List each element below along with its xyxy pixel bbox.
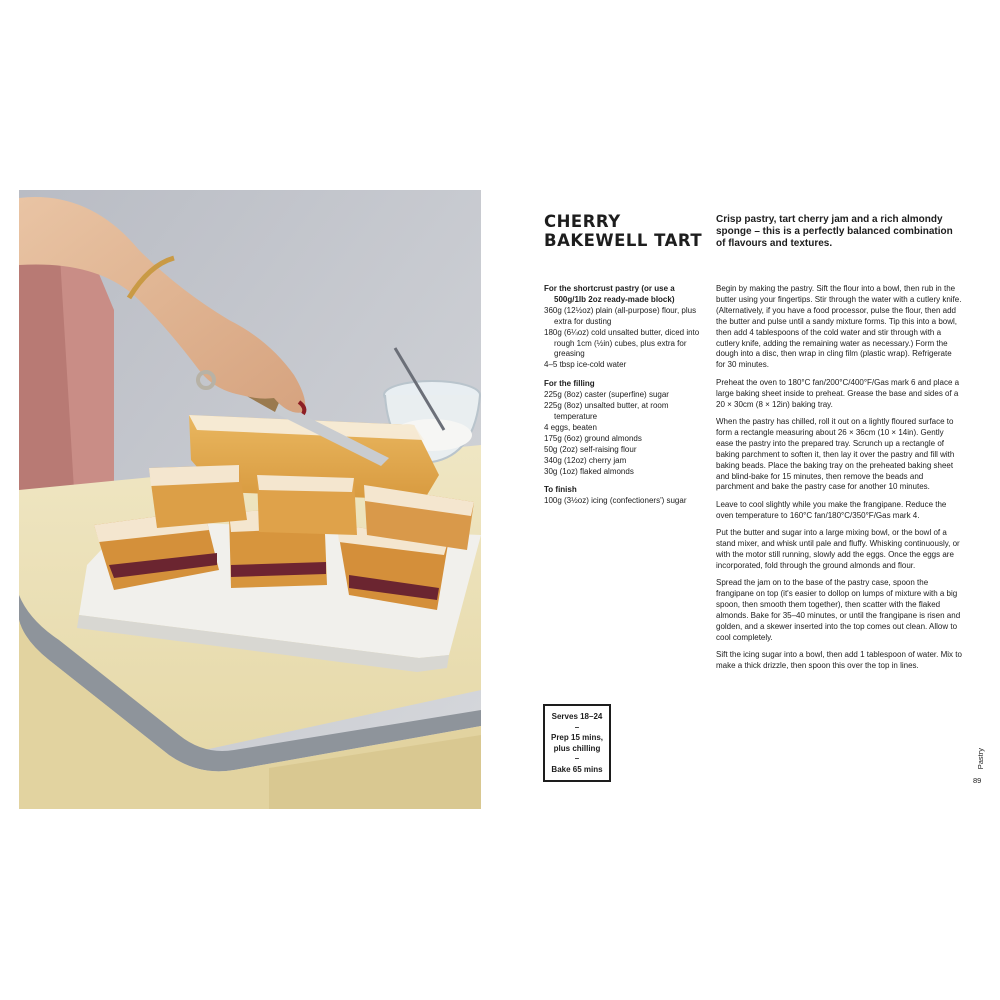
ingredient-item: 360g (12½oz) plain (all-purpose) flour, plus extra for dusting — [544, 305, 697, 326]
method-step: Spread the jam on to the base of the pastry case, spoon the frangipane on top (it's easier to dollop on lumps of mixture with a big spoon, then smooth them together), then scatter with the flaked almonds. Bake for 35–40 minutes, or until the frangipane is risen and golden, and a skewer inserted into the top comes out clean. Allow to cool completely. — [716, 578, 961, 642]
ingredients-list — [544, 284, 704, 515]
recipe-intro: Crisp pastry, tart cherry jam and a rich almondy sponge – this is a perfectly balanced combination of flavours and textures. — [716, 214, 953, 249]
ingredients-heading: For the filling — [544, 379, 595, 389]
ingredients-section-pastry — [544, 284, 704, 371]
ingredients-heading: For the shortcrust pastry (or use a 500g/1lb 2oz ready-made block) — [544, 284, 675, 304]
separator: – — [574, 754, 580, 763]
ingredients-heading: To finish — [544, 485, 577, 495]
separator: – — [574, 722, 580, 732]
bake-time-text: Bake 65 mins — [551, 764, 603, 774]
page-number: 89 — [973, 776, 982, 785]
recipe-title — [544, 212, 714, 250]
ingredient-item: 225g (8oz) unsalted butter, at room temperature — [544, 401, 669, 421]
ingredient-item: 175g (6oz) ground almonds — [544, 433, 642, 443]
ingredient-item: 100g (3½oz) icing (confectioners') sugar — [544, 496, 687, 506]
method-step: Sift the icing sugar into a bowl, then add 1 tablespoon of water. Mix to make a thick drizzle, then spoon this over the top in lines. — [716, 650, 962, 671]
recipe-title-line-2: BAKEWELL TART — [544, 231, 703, 250]
serves-text: Serves 18–24 — [551, 712, 603, 721]
method-step: Put the butter and sugar into a large mixing bowl, or the bowl of a stand mixer, and whisk until pale and fluffy. Whisking continuously, or with the motor still running, slowly add the eggs. Once the eggs are incorporated, fold through the ground almonds and flour. — [716, 528, 960, 570]
recipe-title-line-1: CHERRY — [544, 212, 621, 231]
serving-info-box — [543, 704, 611, 782]
prep-time-line-1: Prep 15 mins, — [550, 733, 604, 742]
ingredient-item: 225g (8oz) caster (superfine) sugar — [544, 390, 669, 400]
ingredient-item: 340g (12oz) cherry jam — [544, 455, 627, 465]
method-step: Leave to cool slightly while you make the frangipane. Reduce the oven temperature to 160°C fan/180°C/350°F/Gas mark 4. — [716, 499, 947, 520]
prep-time-line-2: plus chilling — [553, 743, 601, 753]
ingredient-item: 4 eggs, beaten — [544, 422, 597, 432]
recipe-photo — [19, 190, 481, 809]
ingredient-item: 30g (1oz) flaked almonds — [544, 466, 634, 476]
method-step: Begin by making the pastry. Sift the flour into a bowl, then rub in the butter using your fingertips. Stir through the water with a cutlery knife. (Alternatively, if you have a food processor, pulse the flour, then add the butter and pulse until a sandy mixture forms. Tip this into a bowl, then add 4 tablespoons of the cold water and stir through with a cutlery knife, adding the remaining water as necessary.) Form the dough into a disc, then wrap in cling film (plastic wrap). Refrigerate for 30 minutes. — [716, 284, 962, 370]
chapter-label: Pastry — [976, 748, 985, 770]
ingredients-section-finish — [544, 485, 704, 507]
ingredient-item: 4–5 tbsp ice-cold water — [544, 360, 627, 370]
method-step: Preheat the oven to 180°C fan/200°C/400°F/Gas mark 6 and place a large baking sheet inside to preheat. Grease the base and sides of a 20 × 30cm (8 × 12in) baking tray. — [716, 377, 960, 409]
ingredients-section-filling — [544, 379, 704, 477]
method-steps — [716, 284, 962, 679]
method-step: When the pastry has chilled, roll it out on a lightly floured surface to form a rectangle measuring about 26 × 36cm (10 × 14in). Gently ease the pastry into the prepared tray. Scrunch up a rectangle of baking parchment to soften it, then lay it over the pastry and fill with baking beads. Place the baking tray on the preheated baking sheet and blind-bake for 15 minutes, then remove the beads and parchment and bake the pastry case for another 10 minutes. — [716, 416, 955, 492]
ingredient-item: 180g (6¼oz) cold unsalted butter, diced into rough 1cm (½in) cubes, plus extra for greasing — [544, 327, 700, 359]
ingredient-item: 50g (2oz) self-raising flour — [544, 444, 637, 454]
